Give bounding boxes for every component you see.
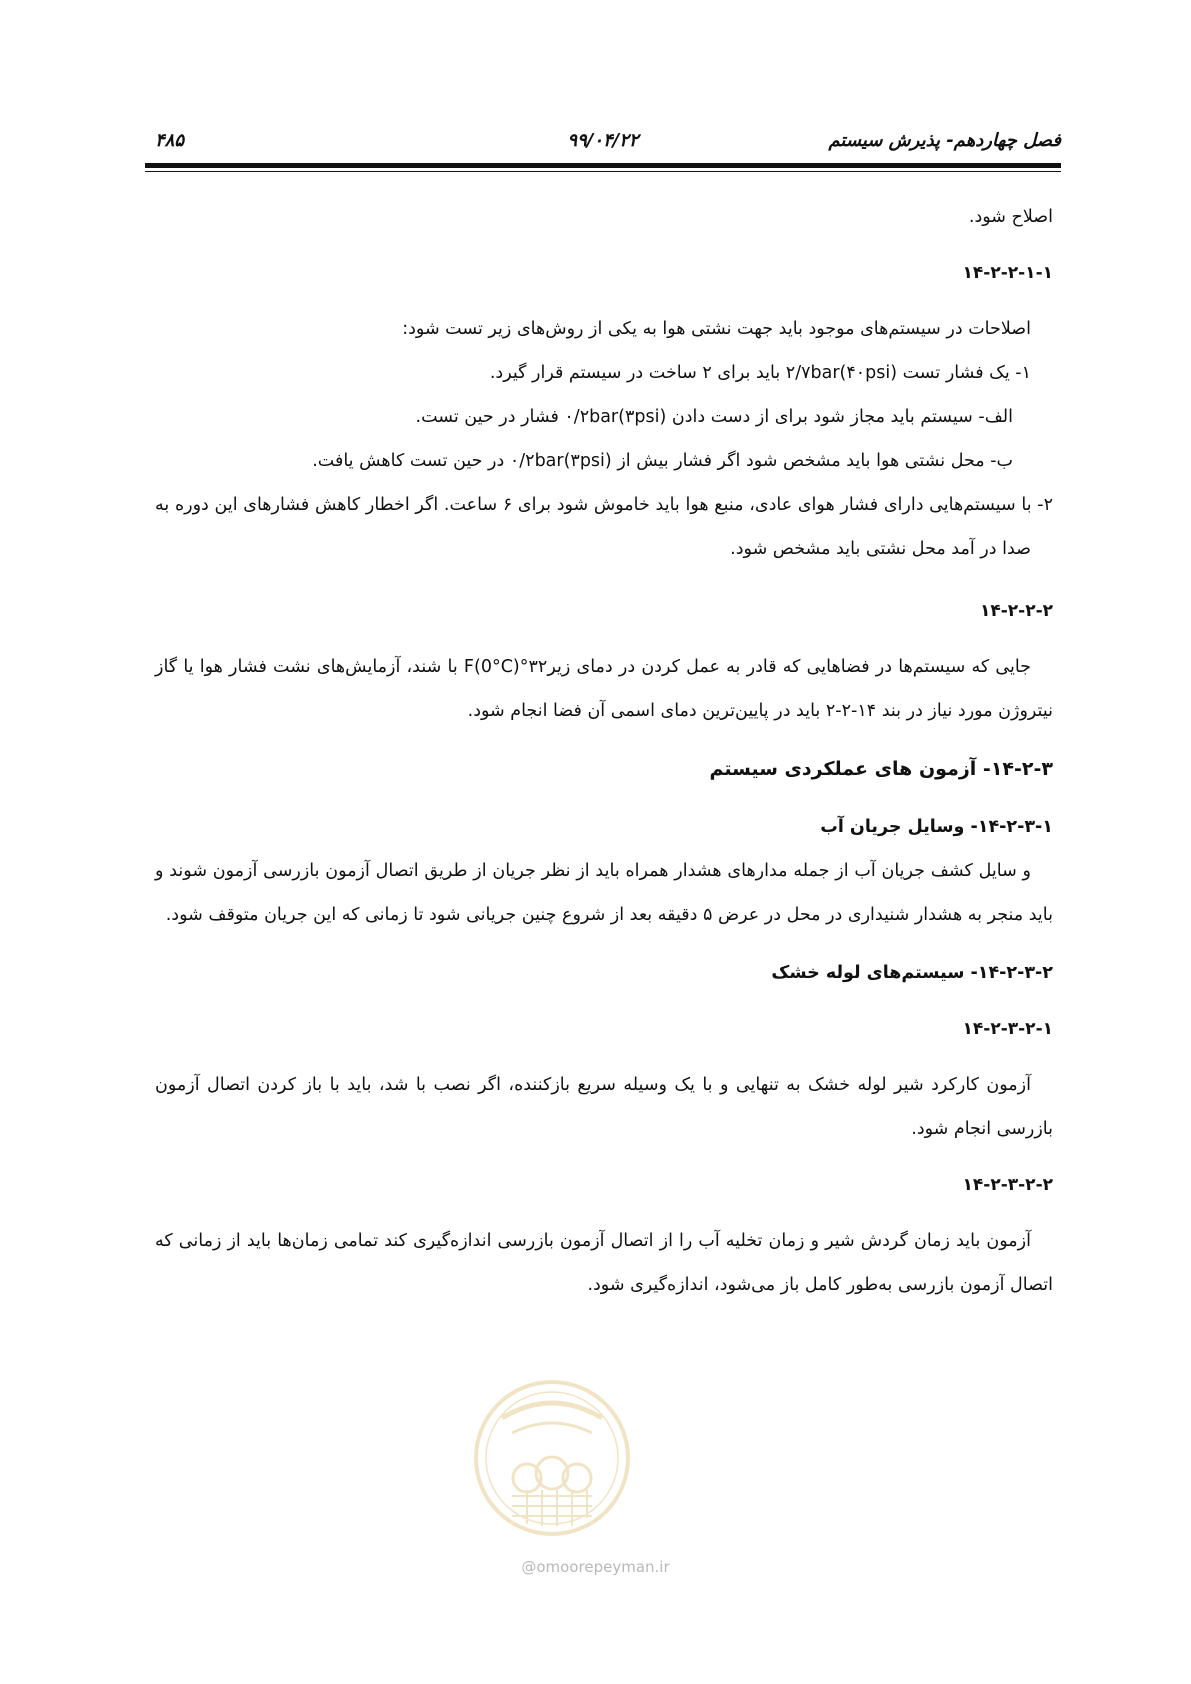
page-header <box>145 130 1061 152</box>
section-number: ۱۴-۲-۳-۲-۱ <box>962 1019 1053 1039</box>
list-item: ۲- با سیستم‌هایی دارای فشار هوای عادی، منبع هوا باید خاموش شود برای ۶ ساعت. اگر اخطار کاهش فشارهای این دوره به صدا در آمد محل نشتی باید مشخص شود. <box>155 495 1053 559</box>
list-subitem: الف- سیستم باید مجاز شود برای از دست دادن ۰/۲bar(۳psi) فشار در حین تست. <box>415 407 1013 427</box>
chapter-title: فصل چهاردهم- پذیرش سیستم <box>828 130 1061 151</box>
header-rule-thin <box>145 171 1061 172</box>
header-date: ۹۹/۰۴/۲۲ <box>567 130 639 151</box>
page-number: ۴۸۵ <box>155 130 185 151</box>
section-heading: ۱۴-۲-۳- آزمون های عملکردی سیستم <box>709 758 1053 780</box>
subsection-heading: ۱۴-۲-۳-۲- سیستم‌های لوله خشک <box>771 963 1053 983</box>
paragraph: جایی که سیستم‌ها در فضاهایی که قادر به عمل کردن در دمای زیر۳۲°F(0°C) با شند، آزمایش‌های نشت فشار هوا یا گاز نیتروژن مورد نیاز در بند ۱۴-۲-۲ باید در پایین‌ترین دمای اسمی آن فضا انجام شود. <box>155 657 1053 721</box>
header-rule-thick <box>145 163 1061 168</box>
paragraph: آزمون کارکرد شیر لوله خشک به تنهایی و با یک وسیله سریع بازکننده، اگر نصب با شد، باید با باز کردن اتصال آزمون بازرسی انجام شود. <box>155 1075 1053 1139</box>
website-watermark: @omoorepeyman.ir <box>521 1558 670 1576</box>
subsection-heading: ۱۴-۲-۳-۱- وسایل جریان آب <box>820 817 1053 837</box>
section-number: ۱۴-۲-۲-۱-۱ <box>962 263 1053 283</box>
list-item: ۱- یک فشار تست ۲/۷bar(۴۰psi) باید برای ۲ ساخت در سیستم قرار گیرد. <box>489 363 1031 383</box>
paragraph: آزمون باید زمان گردش شیر و زمان تخلیه آب را از اتصال آزمون بازرسی اندازه‌گیری کند تمامی زمان‌ها باید از زمانی که اتصال آزمون بازرسی به‌طور کامل باز می‌شود، اندازه‌گیری شود. <box>155 1231 1053 1295</box>
section-number: ۱۴-۲-۳-۲-۲ <box>962 1175 1053 1195</box>
page-body <box>155 195 1053 1307</box>
section-number: ۱۴-۲-۲-۲ <box>979 601 1053 621</box>
list-subitem: ب- محل نشتی هوا باید مشخص شود اگر فشار بیش از ۰/۲bar(۳psi) در حین تست کاهش یافت. <box>312 451 1013 471</box>
paragraph: و سایل کشف جریان آب از جمله مدارهای هشدار همراه باید از نظر جریان از طریق اتصال آزمون بازرسی آزمون شوند و باید منجر به هشدار شنیداری در محل در عرض ۵ دقیقه بعد از شروع چنین جریانی شود تا زمانی که این جریان متوقف شود. <box>155 861 1053 925</box>
paragraph: اصلاح شود. <box>968 207 1053 227</box>
paragraph: اصلاحات در سیستم‌های موجود باید جهت نشتی هوا به یکی از روش‌های زیر تست شود: <box>402 319 1031 339</box>
publisher-seal-logo <box>472 1378 632 1538</box>
